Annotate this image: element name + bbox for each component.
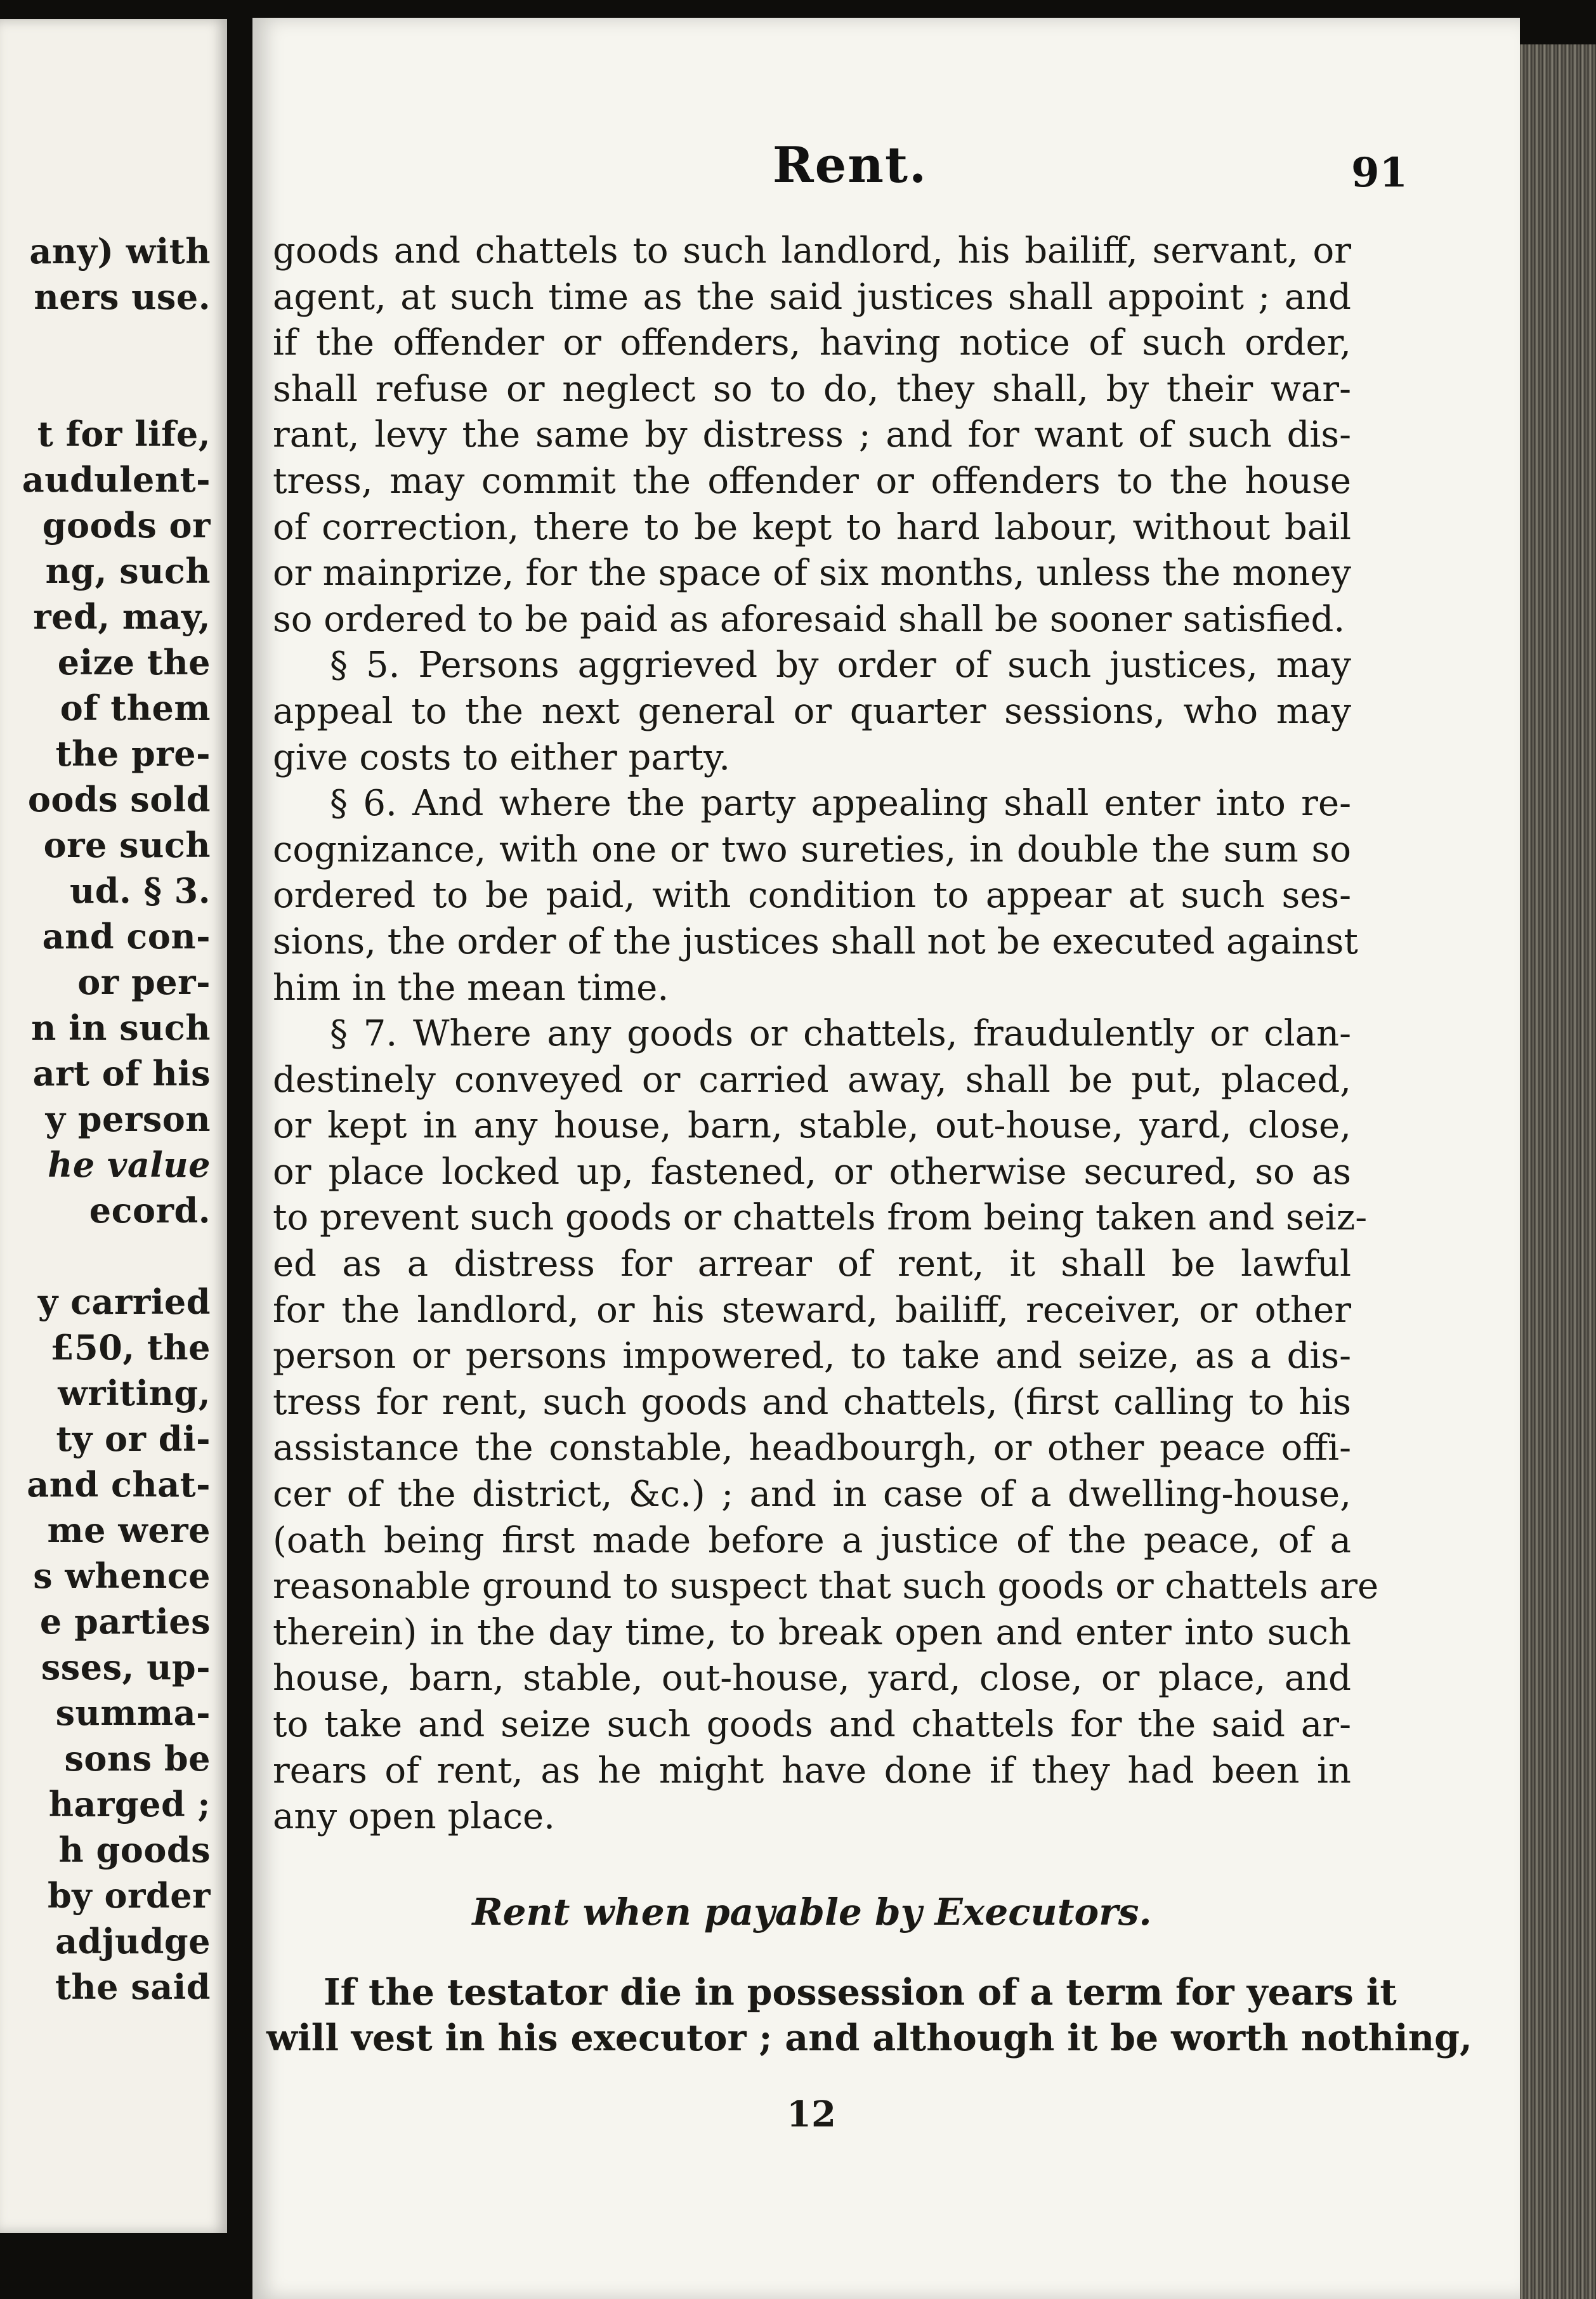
facing-page-line: and con- [42, 916, 211, 957]
facing-page-line [0, 1233, 216, 1279]
facing-page-line: me were [47, 1510, 211, 1550]
facing-page-line: the pre- [55, 733, 211, 774]
text-line: house, barn, stable, out-house, yard, close, or place, and [273, 1658, 1351, 1700]
facing-page-line: red, may, [33, 596, 211, 637]
facing-page-line: by order [48, 1875, 211, 1916]
section-subheading: Rent when payable by Executors. [472, 1890, 1152, 1934]
facing-page-line: audulent- [22, 459, 211, 500]
text-line: goods and chattels to such landlord, his bailiff, servant, or [273, 230, 1351, 272]
facing-page-line: ud. § 3. [69, 870, 211, 911]
text-line: If the testator die in possession of a term for years it [324, 1971, 1397, 2014]
text-line: § 7. Where any goods or chattels, fraudulently or clan- [330, 1013, 1351, 1055]
facing-page-text [0, 228, 216, 2010]
facing-page-line: t for life, [37, 414, 211, 454]
text-line: tress, may commit the offender or offenders to the house [273, 460, 1351, 502]
running-head: Rent. [772, 136, 928, 194]
facing-page-line: writing, [58, 1373, 211, 1413]
text-line: for the landlord, or his steward, bailiff, receiver, or other [273, 1289, 1351, 1331]
text-line: of correction, there to be kept to hard labour, without bail [273, 506, 1351, 548]
text-line: or place locked up, fastened, or otherwise secured, so as [273, 1151, 1351, 1193]
facing-page-line: and chat- [27, 1464, 211, 1505]
facing-page-line: the said [55, 1967, 211, 2007]
facing-page-line: goods or [42, 505, 211, 546]
text-line: if the offender or offenders, having notice of such order, [273, 322, 1351, 364]
text-line: agent, at such time as the said justices shall appoint ; and [273, 276, 1351, 318]
text-line: ed as a distress for arrear of rent, it shall be lawful [273, 1243, 1351, 1285]
facing-page-line: any) with [29, 231, 211, 272]
text-line: rant, levy the same by distress ; and for want of such dis- [273, 414, 1351, 456]
text-line: (oath being first made before a justice of the peace, of a [273, 1519, 1351, 1561]
text-line: ordered to be paid, with condition to appear at such ses- [273, 875, 1351, 917]
facing-page-line: adjudge [55, 1921, 211, 1962]
text-line: rears of rent, as he might have done if they had been in [273, 1750, 1351, 1791]
facing-page-line: ty or di- [56, 1418, 211, 1459]
facing-page-line: ng, such [45, 551, 211, 591]
facing-page-line: £50, the [50, 1327, 211, 1368]
text-line: reasonable ground to suspect that such goods or chattels are [273, 1566, 1379, 1608]
text-line: § 5. Persons aggrieved by order of such justices, may [330, 645, 1351, 686]
facing-page-line: y carried [37, 1281, 211, 1322]
text-line: him in the mean time. [273, 967, 669, 1009]
text-line: give costs to either party. [273, 737, 731, 778]
facing-page-line: ecord. [89, 1190, 211, 1231]
text-line: shall refuse or neglect so to do, they shall, by their war- [273, 368, 1351, 410]
text-line: to prevent such goods or chattels from being taken and seiz- [273, 1197, 1368, 1239]
facing-page-line: art of his [32, 1053, 211, 1094]
text-line: § 6. And where the party appealing shall enter into re- [330, 783, 1351, 825]
signature-mark: 12 [787, 2093, 836, 2135]
text-line: any open place. [273, 1796, 555, 1838]
text-line: destinely conveyed or carried away, shall be put, placed, [273, 1059, 1351, 1101]
facing-page-line: he value [48, 1144, 211, 1185]
facing-page-line: summa- [55, 1693, 211, 1733]
body-text [273, 228, 1379, 1840]
text-line: so ordered to be paid as aforesaid shall be sooner satisfied. [273, 598, 1345, 640]
facing-page [0, 19, 227, 2233]
facing-page-line: harged ; [48, 1784, 211, 1824]
text-line: appeal to the next general or quarter sessions, who may [273, 690, 1351, 732]
facing-page-line: of them [60, 688, 211, 728]
facing-page-line: or per- [77, 962, 211, 1002]
text-line: tress for rent, such goods and chattels, (first calling to his [273, 1381, 1351, 1423]
closing-paragraph [266, 1970, 1472, 2061]
text-line: cer of the district, &c.) ; and in case of a dwelling-house, [273, 1474, 1351, 1516]
text-line: or kept in any house, barn, stable, out-house, yard, close, [273, 1105, 1351, 1147]
facing-page-line: sons be [64, 1738, 211, 1779]
text-line: cognizance, with one or two sureties, in double the sum so [273, 829, 1351, 870]
facing-page-line: eize the [57, 642, 211, 683]
facing-page-line: s whence [33, 1556, 211, 1596]
facing-page-line: h goods [58, 1830, 211, 1870]
text-line: sions, the order of the justices shall not be executed against [273, 920, 1358, 962]
page-number: 91 [1351, 149, 1408, 197]
facing-page-line: y person [45, 1099, 211, 1139]
text-line: will vest in his executor ; and although it be worth nothing, [266, 2017, 1472, 2059]
facing-page-line: oods sold [27, 779, 211, 820]
facing-page-line: sses, up- [41, 1647, 211, 1687]
facing-page-line [0, 365, 216, 411]
text-line: therein) in the day time, to break open and enter into such [273, 1611, 1351, 1653]
text-line: or mainprize, for the space of six months, unless the money [273, 553, 1351, 594]
text-line: person or persons impowered, to take and seize, as a dis- [273, 1335, 1351, 1377]
facing-page-line: ners use. [34, 277, 211, 317]
page-edge [1520, 44, 1596, 2299]
facing-page-line: e parties [39, 1601, 211, 1642]
text-line: assistance the constable, headbourgh, or other peace offi- [273, 1427, 1351, 1469]
text-line: to take and seize such goods and chattels for the said ar- [273, 1704, 1351, 1745]
facing-page-line: ore such [43, 825, 211, 865]
facing-page-line: n in such [31, 1007, 211, 1048]
facing-page-line [0, 320, 216, 365]
